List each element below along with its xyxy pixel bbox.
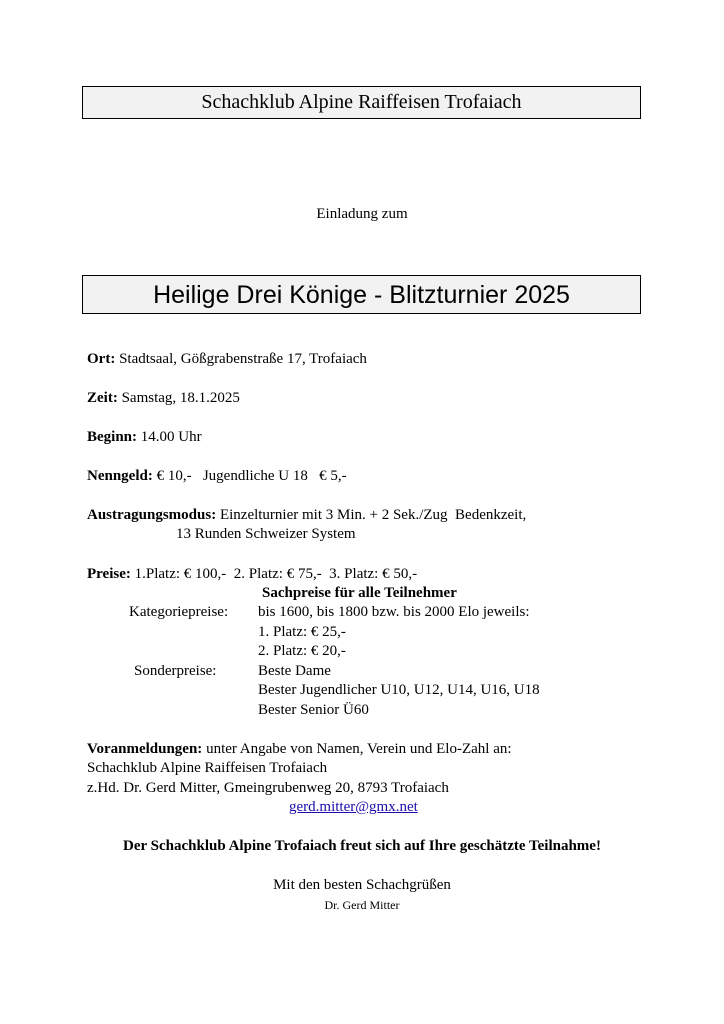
zeit-line bbox=[87, 389, 240, 407]
kategorie-line: bis 1600, bis 1800 bzw. bis 2000 Elo jeweils: bbox=[258, 604, 530, 620]
anmeldung-club: Schachklub Alpine Raiffeisen Trofaiach bbox=[87, 760, 328, 776]
event-title-box bbox=[82, 275, 641, 314]
beginn-line bbox=[87, 428, 202, 446]
kategorie-label: Kategoriepreise: bbox=[129, 604, 229, 620]
ort-line bbox=[87, 350, 367, 368]
nenngeld-line bbox=[87, 467, 347, 485]
modus-label: Austragungsmodus: bbox=[87, 507, 217, 523]
anmeldung-line bbox=[87, 740, 512, 758]
sonder-line: Beste Dame bbox=[258, 663, 331, 679]
event-title: Heilige Drei Könige - Blitzturnier 2025 bbox=[153, 281, 570, 309]
club-name-box bbox=[82, 86, 641, 119]
anmeldung-label: Voranmeldungen: bbox=[87, 741, 203, 757]
beginn-value: 14.00 Uhr bbox=[140, 429, 202, 445]
zeit-value: Samstag, 18.1.2025 bbox=[121, 390, 240, 406]
anmeldung-value: unter Angabe von Namen, Verein und Elo-Zahl an: bbox=[206, 741, 512, 757]
kategorie-line: 2. Platz: € 20,- bbox=[258, 643, 346, 659]
signature-text: Dr. Gerd Mitter bbox=[324, 898, 400, 912]
email-link[interactable]: gerd.mitter@gmx.net bbox=[289, 799, 418, 815]
preise-value: 1.Platz: € 100,- 2. Platz: € 75,- 3. Platz: € 50,- bbox=[134, 566, 418, 582]
modus-line bbox=[87, 506, 526, 524]
sachpreise-text: Sachpreise für alle Teilnehmer bbox=[262, 585, 457, 601]
ort-label: Ort: bbox=[87, 351, 116, 367]
invitation-text: Einladung zum bbox=[316, 206, 408, 222]
preise-line bbox=[87, 565, 417, 583]
nenngeld-label: Nenngeld: bbox=[87, 468, 153, 484]
modus-line-2: 13 Runden Schweizer System bbox=[176, 526, 356, 542]
club-name: Schachklub Alpine Raiffeisen Trofaiach bbox=[201, 91, 522, 113]
greeting-text: Mit den besten Schachgrüßen bbox=[273, 877, 451, 893]
closing-text: Der Schachklub Alpine Trofaiach freut sich auf Ihre geschätzte Teilnahme! bbox=[123, 838, 601, 854]
anmeldung-address: z.Hd. Dr. Gerd Mitter, Gmeingrubenweg 20, 8793 Trofaiach bbox=[87, 780, 449, 796]
modus-value: Einzelturnier mit 3 Min. + 2 Sek./Zug Bedenkzeit, bbox=[219, 507, 527, 523]
nenngeld-value: € 10,- Jugendliche U 18 € 5,- bbox=[156, 468, 347, 484]
beginn-label: Beginn: bbox=[87, 429, 138, 445]
kategorie-line: 1. Platz: € 25,- bbox=[258, 624, 346, 640]
preise-label: Preise: bbox=[87, 566, 131, 582]
zeit-label: Zeit: bbox=[87, 390, 118, 406]
sonder-line: Bester Senior Ü60 bbox=[258, 702, 369, 718]
sonder-line: Bester Jugendlicher U10, U12, U14, U16, U18 bbox=[258, 682, 540, 698]
sonder-label: Sonderpreise: bbox=[134, 663, 217, 679]
ort-value: Stadtsaal, Gößgrabenstraße 17, Trofaiach bbox=[119, 351, 367, 367]
